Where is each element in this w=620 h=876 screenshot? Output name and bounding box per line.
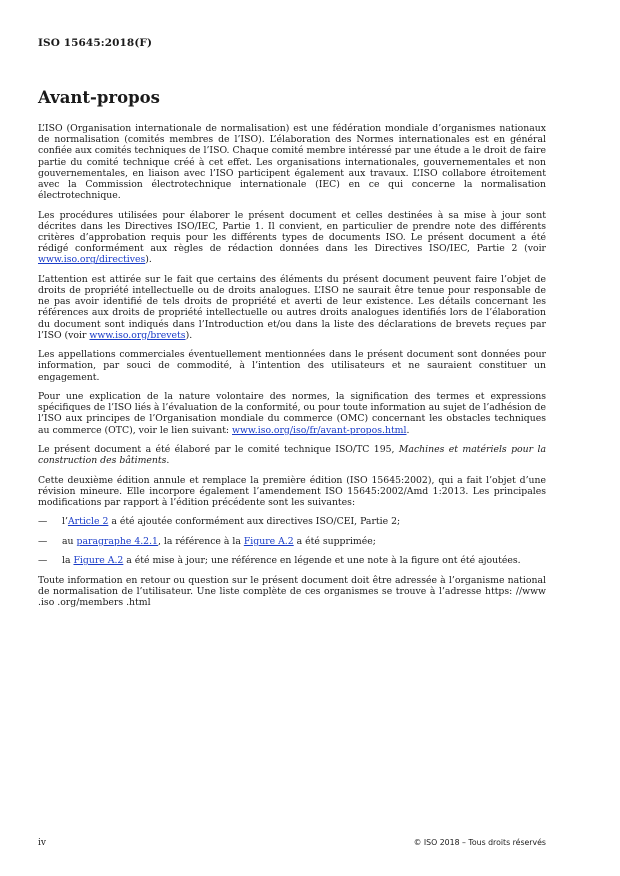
list-item: [38, 536, 546, 547]
list-item: [38, 555, 546, 566]
list-item-text: au paragraphe 4.2.1, la référence à la Figure A.2 a été supprimée;: [62, 535, 376, 547]
dash-marker: —: [38, 516, 48, 528]
article-2-link[interactable]: Article 2: [67, 516, 109, 528]
paragraph-text: Pour une explication de la nature volontaire des normes, la signification des termes et expressions spécifiques de l’ISO liés à l’évaluation de la conformité, ou pour toute information au sujet de l’adhésion de l’ISO aux principes de l’Organisation mondiale du commerce (OMC) concernant les obstacles techniques au commerce (OTC), voir le lien suivant:: [38, 391, 546, 436]
foreword-body: [38, 123, 546, 616]
paragraph-iso-intro: L’ISO (Organisation internationale de normalisation) est une fédération mondiale d’organismes nationaux de normalisation (comités membres de l’ISO). L’élaboration des Normes internationales est en général confiée aux comités techniques de l’ISO. Chaque comité membre intéressé par une étude a le droit de faire partie du comité technique créé à cet effet. Les organisations internationales, gouvernementales et non gouvernementales, en liaison avec l’ISO participent également aux travaux. L’ISO collabore étroitement avec la Commission électrotechnique internationale (IEC) en ce qui concerne la normalisation électrotechnique.: [38, 123, 546, 202]
committee-title: Machines et matériels pour la construction des bâtiments: [38, 444, 546, 467]
figure-a2-link[interactable]: Figure A.2: [73, 555, 124, 567]
list-item-text: la Figure A.2 a été mise à jour; une référence en légende et une note à la figure ont été ajoutées.: [62, 555, 521, 567]
document-identifier: ISO 15645:2018(F): [38, 37, 153, 49]
paragraph-trade-names: Les appellations commerciales éventuellement mentionnées dans le présent document sont données pour information, par souci de commodité, à l’intention des utilisateurs et ne sauraient constituer un engagement.: [38, 349, 546, 383]
paragraph-text-end: .: [166, 455, 170, 467]
paragraph-feedback: Toute information en retour ou question sur le présent document doit être adressée à l’organisme national de normalisation de l’utilisateur. Une liste complète de ces organismes se trouve à l’adresse https: //www .iso .org/members .html: [38, 574, 546, 608]
paragraph-edition: Cette deuxième édition annule et remplace la première édition (ISO 15645:2002), qui a fait l’objet d’une révision mineure. Elle incorpore également l’amendement ISO 15645:2002/Amd 1:2013. Les principales modifications par rapport à l’édition précédente sont les suivantes:: [38, 474, 546, 509]
dash-marker: —: [38, 535, 48, 547]
paragraph-text: Le présent document a été élaboré par le comité technique ISO/TC 195,: [38, 444, 399, 456]
list-item-text: l’Article 2 a été ajoutée conformément aux directives ISO/CEI, Partie 2;: [62, 516, 401, 528]
copyright-notice: © ISO 2018 – Tous droits réservés: [413, 838, 546, 847]
directives-link[interactable]: www.iso.org/directives: [38, 254, 146, 266]
paragraph-text-end: ).: [185, 329, 193, 341]
patents-link[interactable]: www.iso.org/brevets: [89, 329, 186, 341]
paragraph-4-2-1-link[interactable]: paragraphe 4.2.1: [76, 535, 158, 547]
dash-marker: —: [38, 555, 48, 567]
paragraph-text-end: .: [406, 424, 410, 436]
foreword-link[interactable]: www.iso.org/iso/fr/avant-propos.html: [232, 424, 407, 436]
page-title: Avant-propos: [38, 88, 160, 107]
paragraph-committee: [38, 444, 546, 466]
figure-a2-link[interactable]: Figure A.2: [243, 535, 294, 547]
paragraph-voluntary-nature: [38, 391, 546, 436]
page-number: iv: [38, 838, 46, 848]
list-item: [38, 516, 546, 527]
paragraph-text: Les procédures utilisées pour élaborer le présent document et celles destinées à sa mise à jour sont décrites dans les Directives ISO/IEC, Partie 1. Il convient, en particulier de prendre note des différents critères d’approbation requis pour les différents types de documents ISO. Le présent document a été rédigé conformément aux règles de rédaction données dans les Directives ISO/IEC, Partie 2 (voir: [38, 209, 546, 255]
paragraph-patents: [38, 274, 546, 341]
paragraph-text-end: ).: [145, 254, 152, 266]
paragraph-text: L’attention est attirée sur le fait que certains des éléments du présent document peuvent faire l’objet de droits de propriété intellectuelle ou de droits analogues. L’ISO ne saurait être tenue pour responsable de ne pas avoir identifié de tels droits de propriété et averti de leur existence. Les détails concernant les références aux droits de propriété intellectuelle ou autres droits analogues identifiés lors de l’élaboration du document sont indiqués dans l’Introduction et/ou dans la liste des déclarations de brevets reçues par l’ISO (voir: [38, 273, 546, 341]
paragraph-procedures: [38, 210, 546, 266]
